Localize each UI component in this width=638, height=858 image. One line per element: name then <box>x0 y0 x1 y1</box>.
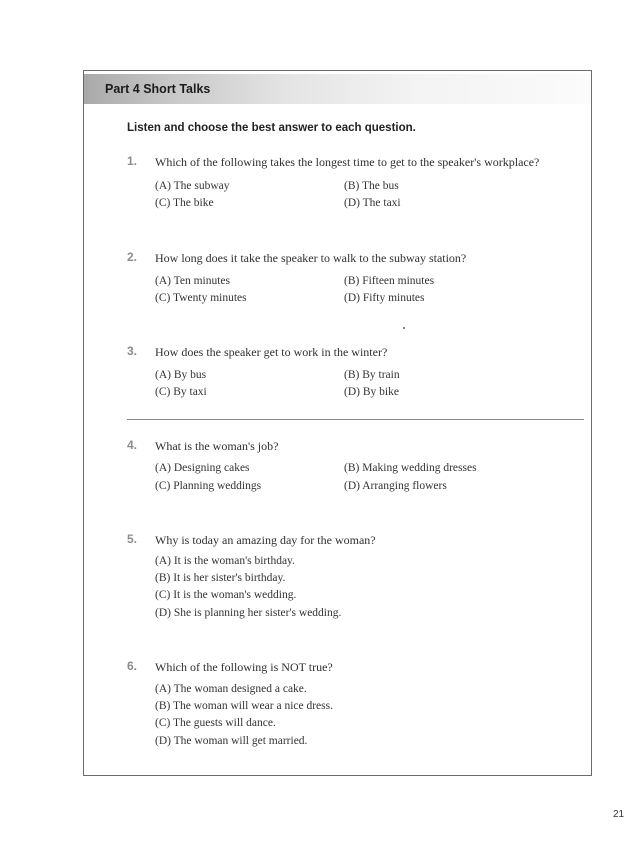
answer-option: (A) Designing cakes <box>155 462 250 474</box>
answer-option: (B) It is her sister's birthday. <box>155 572 286 584</box>
question-number: 1. <box>127 154 138 168</box>
answer-option: (A) It is the woman's birthday. <box>155 555 295 567</box>
question-text: Which of the following is NOT true? <box>155 660 333 674</box>
scan-speck <box>403 327 405 329</box>
question-number: 5. <box>127 532 138 546</box>
answer-option: (A) Ten minutes <box>155 275 230 287</box>
answer-option: (D) The woman will get married. <box>155 735 308 747</box>
answer-option: (C) Planning weddings <box>155 480 262 492</box>
answer-option: (C) The guests will dance. <box>155 717 276 729</box>
section-divider <box>127 419 584 420</box>
answer-option: (A) The woman designed a cake. <box>155 683 307 695</box>
question-number: 4. <box>127 438 138 452</box>
answer-option: (C) The bike <box>155 197 214 209</box>
answer-option: (A) The subway <box>155 180 230 192</box>
question-number: 3. <box>127 344 138 358</box>
answer-option: (D) She is planning her sister's wedding. <box>155 607 342 619</box>
answer-option: (B) Making wedding dresses <box>344 462 477 474</box>
answer-option: (B) By train <box>344 369 400 381</box>
page-number: 21 <box>613 809 625 820</box>
question-text: Why is today an amazing day for the woman? <box>155 533 376 547</box>
answer-option: (D) Fifty minutes <box>344 292 425 304</box>
question-text: Which of the following takes the longest time to get to the speaker's workplace? <box>155 155 540 169</box>
question-text: How long does it take the speaker to walk to the subway station? <box>155 251 467 265</box>
instructions: Listen and choose the best answer to each question. <box>127 122 416 134</box>
answer-option: (B) Fifteen minutes <box>344 275 435 287</box>
question-text: How does the speaker get to work in the winter? <box>155 345 388 359</box>
answer-option: (D) By bike <box>344 386 399 398</box>
question-text: What is the woman's job? <box>155 439 279 453</box>
answer-option: (C) Twenty minutes <box>155 292 247 304</box>
answer-option: (C) By taxi <box>155 386 207 398</box>
answer-option: (B) The woman will wear a nice dress. <box>155 700 333 712</box>
answer-option: (C) It is the woman's wedding. <box>155 589 297 601</box>
question-number: 2. <box>127 250 138 264</box>
answer-option: (D) Arranging flowers <box>344 480 447 492</box>
section-title: Part 4 Short Talks <box>105 82 211 96</box>
question-number: 6. <box>127 659 138 673</box>
answer-option: (B) The bus <box>344 180 399 192</box>
answer-option: (A) By bus <box>155 369 207 381</box>
answer-option: (D) The taxi <box>344 197 401 209</box>
